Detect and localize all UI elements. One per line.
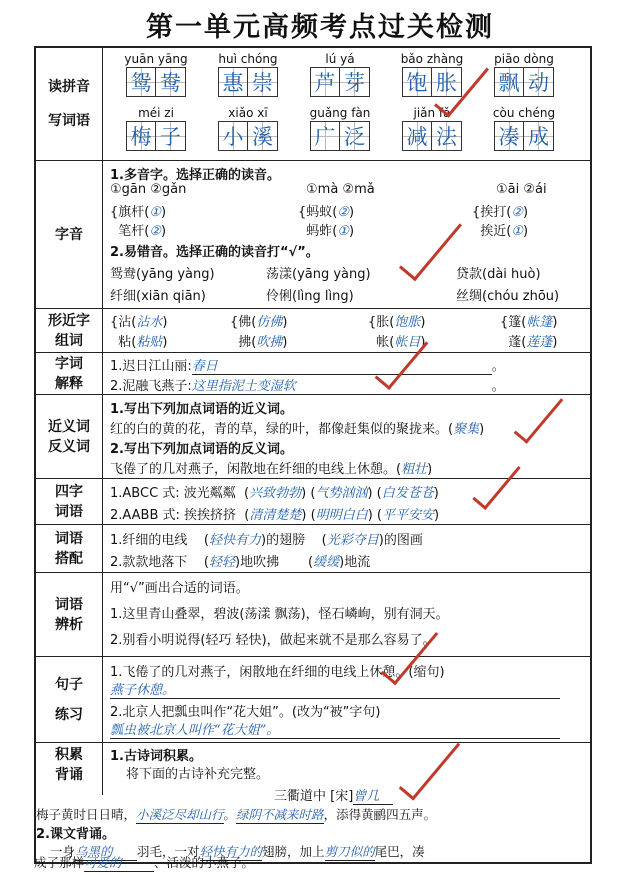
pinyin-text: xiǎo xī [228,106,268,120]
answer-text: ① [149,205,162,220]
worksheet-table [34,46,592,864]
section-label: 形近字 组词 [36,309,103,353]
tian-grid-box: 小 [218,121,248,151]
tian-grid-box: 惠 [218,67,248,97]
page-title: 第一单元高频考点过关检测 [146,12,494,43]
tian-grid-box: 溪 [248,121,278,151]
section-sizi: 四字 词语 1.ABCC 式: 波光粼粼 (兴致勃勃) (气势汹汹) (白发苍苍) 2.AABB 式: 挨挨挤挤 (清清楚楚) (明明白白) (平平安安) [36,478,590,525]
tian-grid-box: 凑 [494,121,524,151]
question-line: 2.易错音。选择正确的读音打“√”。 [110,245,319,260]
pinyin-row-1 [110,52,570,97]
tian-grid-box: 广 [310,121,340,151]
pinyin-text: bǎo zhàng [400,52,464,66]
answer-text: ② [149,224,161,239]
pinyin-item [202,106,294,151]
section-jinyi: 近义词 反义词 1.写出下列加点词语的近义词。 红的白的黄的花，青的草，绿的叶，都像赶集似的聚拢来。(聚集) 2.写出下列加点词语的反义词。 飞倦了的几对燕子，闲散地在纤细的电线上休憩。(粗壮) [36,394,590,479]
section-jieshi: 字词 解释 1.迟日江山丽:春日 。 2.泥融飞燕子:这里指泥土变湿软 。 [36,352,590,395]
section-bianxi: 词语 辨析 用“√”画出合适的词语。 1.这里青山叠翠，碧波(荡漾 飘荡)，怪石嶙峋，别有洞天。 2.别看小明说得(轻巧 轻快)，做起来就不是那么容易了。 [36,572,590,657]
section-juzi: 句子 练习 1.飞倦了的几对燕子，闲散地在纤细的电线上休憩。(缩句) 燕子休憩。 2.北京人把瓢虫叫作“花大姐”。(改为“被”字句) 瓢虫被北京人叫作“花大姐”。 [36,656,590,743]
pinyin-item [294,52,386,97]
tian-grid-box: 飘 [494,67,524,97]
tian-grid-box: 芽 [340,67,370,97]
pinyin-text: còu chéng [492,106,556,120]
pinyin-text: guǎng fàn [309,106,371,120]
tian-grid-box: 崇 [248,67,278,97]
tian-grid-box: 成 [524,121,554,151]
question-line: 1.多音字。选择正确的读音。 [110,168,280,183]
section-label: 读拼音 写词语 [36,48,103,160]
section-label: 四字 词语 [36,479,103,525]
section-jilei: 积累 背诵 1.古诗词积累。 将下面的古诗补充完整。 三衢道中 [宋]曾几 梅子黄时日日晴，小溪泛尽却山行。绿阴不减来时路，添得黄鹂四五声。 2.课文背诵。 一身乌黑的 羽毛，一对轻快有力的翅膀，加上剪刀似的尾巴，凑 [36,742,590,863]
answer-text: ① [337,224,349,239]
pinyin-item [386,106,478,151]
pinyin-item [202,52,294,97]
section-label: 词语 辨析 [36,573,103,657]
section-label: 字音 [36,161,103,309]
section-ziyin: 字音 1.多音字。选择正确的读音。 ①gān ②gǎn {旗杆(①) 笔杆(②) ①mà ②mǎ {蚂蚁(②) 蚂蚱(①) ①āi ②ái {挨打(②) 挨近(①) 2.易错音。选择正确的读音打“√”。 鸳鸯(yāng yàng) 荡漾(yāng yàng) 贷款(dài huò) 纤细(xiān qiān) 伶俐(lìng lìng) 丝绸(chóu zhōu) [36,160,590,309]
pinyin-text: yuān yāng [124,52,188,66]
answer-text: ② [337,205,350,220]
recitation-line-2: 成了那样可爱的 、活泼的小燕子。 [34,855,255,870]
tian-grid-box: 动 [524,67,554,97]
tian-grid-box: 减 [402,121,432,151]
tian-grid-box: 梅 [126,121,156,151]
section-xingjin: 形近字 组词 {沾(沾水) 粘(粘贴) {佛(仿佛) 拂(吹拂) {胀(饱胀) 帐(帐目) {篷(帐篷) 蓬(莲蓬) [36,308,590,353]
section-label: 近义词 反义词 [36,395,103,479]
tian-grid-box: 鸳 [126,67,156,97]
pinyin-text: méi zi [138,106,174,120]
pinyin-item [110,106,202,151]
section-label: 字词 解释 [36,353,103,395]
pinyin-item [478,106,570,151]
tian-grid-box: 鸯 [156,67,186,97]
pinyin-item [478,52,570,97]
tian-grid-box: 芦 [310,67,340,97]
pinyin-item [110,52,202,97]
section-label: 词语 搭配 [36,525,103,573]
answer-text: ② [511,205,524,220]
answer-text: ① [511,224,523,239]
pinyin-item [294,106,386,151]
section-dapei: 词语 搭配 1.纤细的电线 (轻快有力)的翅膀 (光彩夺目)的图画 2.款款地落下 (轻轻)地吹拂 (缓缓)地流 [36,524,590,573]
tian-grid-box: 子 [156,121,186,151]
pinyin-text: lú yá [325,52,355,66]
tian-grid-box: 泛 [340,121,370,151]
section-label: 积累 背诵 [36,743,103,795]
section-pinyin [36,48,590,160]
tian-grid-box: 胀 [432,67,462,97]
pinyin-text: huì chóng [218,52,278,66]
pinyin-text: piāo dòng [494,52,554,66]
tian-grid-box: 法 [432,121,462,151]
pinyin-text: jiǎn fǎ [413,106,451,120]
tian-grid-box: 饱 [402,67,432,97]
pinyin-row-2 [110,106,570,151]
section-label: 句子 练习 [36,657,103,743]
